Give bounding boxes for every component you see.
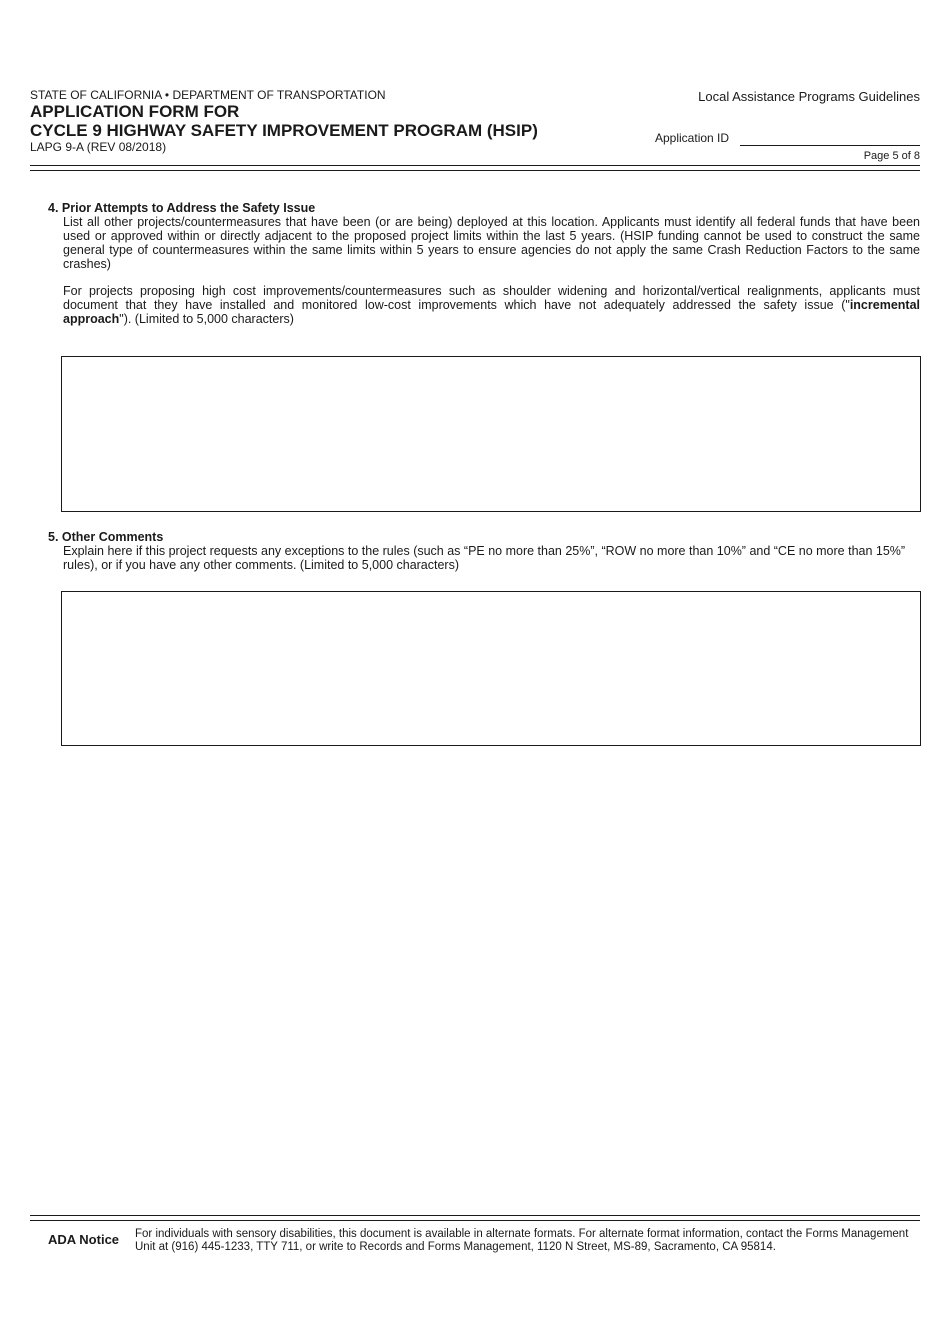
section4-incremental-note <box>48 284 920 326</box>
ada-notice-label: ADA Notice <box>48 1232 120 1247</box>
application-id-field[interactable] <box>740 145 920 146</box>
section5-instructions: Explain here if this project requests any exceptions to the rules (such as “PE no more than 25%”, “ROW no more than 10%” and “CE no more than 15%” rules), or if you have any other comments. (Limited to 5,000 characters) <box>63 544 906 572</box>
form-title-line1: APPLICATION FORM FOR <box>30 102 240 121</box>
section-other-comments <box>48 530 920 572</box>
guidelines-label: Local Assistance Programs Guidelines <box>698 89 920 104</box>
section4-note-pre: For projects proposing high cost improvements/countermeasures such as shoulder widening and horizontal/vertical realignments, applicants must document that they have installed and monitored low-cost improvements which have not adequately addressed the safety issue (" <box>63 284 920 312</box>
header-left <box>30 88 538 154</box>
agency-line: STATE OF CALIFORNIA • DEPARTMENT OF TRANSPORTATION <box>30 88 386 102</box>
page-number: Page 5 of 8 <box>863 150 920 162</box>
section4-title: 4. Prior Attempts to Address the Safety Issue <box>48 201 316 215</box>
footer-divider-bottom <box>30 1220 920 1221</box>
header-divider-top <box>30 165 920 166</box>
section4-note-bold: incremental approach <box>63 298 920 326</box>
ada-notice-text: For individuals with sensory disabilities, this document is available in alternate formats. For alternate format information, contact the Forms Management Unit at (916) 445-1233, TTY 711, or write to Records and Forms Management, 1120 N Street, MS-89, Sacramento, CA 95814. <box>135 1228 909 1253</box>
form-title-line2: CYCLE 9 HIGHWAY SAFETY IMPROVEMENT PROGRAM (HSIP) <box>30 121 538 140</box>
section4-instructions: List all other projects/countermeasures that have been (or are being) deployed at this location. Applicants must identify all federal funds that have been used or approved within or directly adjacent to the proposed project limits within the last 5 years. (HSIP funding cannot be used to construct the same general type of countermeasures within the same limits within 5 years to ensure agencies do not apply the same Crash Reduction Factors to the same crashes) <box>63 215 920 271</box>
section-prior-attempts <box>48 201 920 326</box>
section5-title: 5. Other Comments <box>48 530 164 544</box>
footer-divider-top <box>30 1215 920 1216</box>
header-divider-bottom <box>30 170 920 171</box>
form-code: LAPG 9-A (REV 08/2018) <box>30 140 167 154</box>
application-id-label: Application ID <box>655 131 730 145</box>
prior-attempts-response-box[interactable] <box>61 356 921 512</box>
other-comments-response-box[interactable] <box>61 591 921 746</box>
section4-note-post: "). (Limited to 5,000 characters) <box>119 312 294 326</box>
